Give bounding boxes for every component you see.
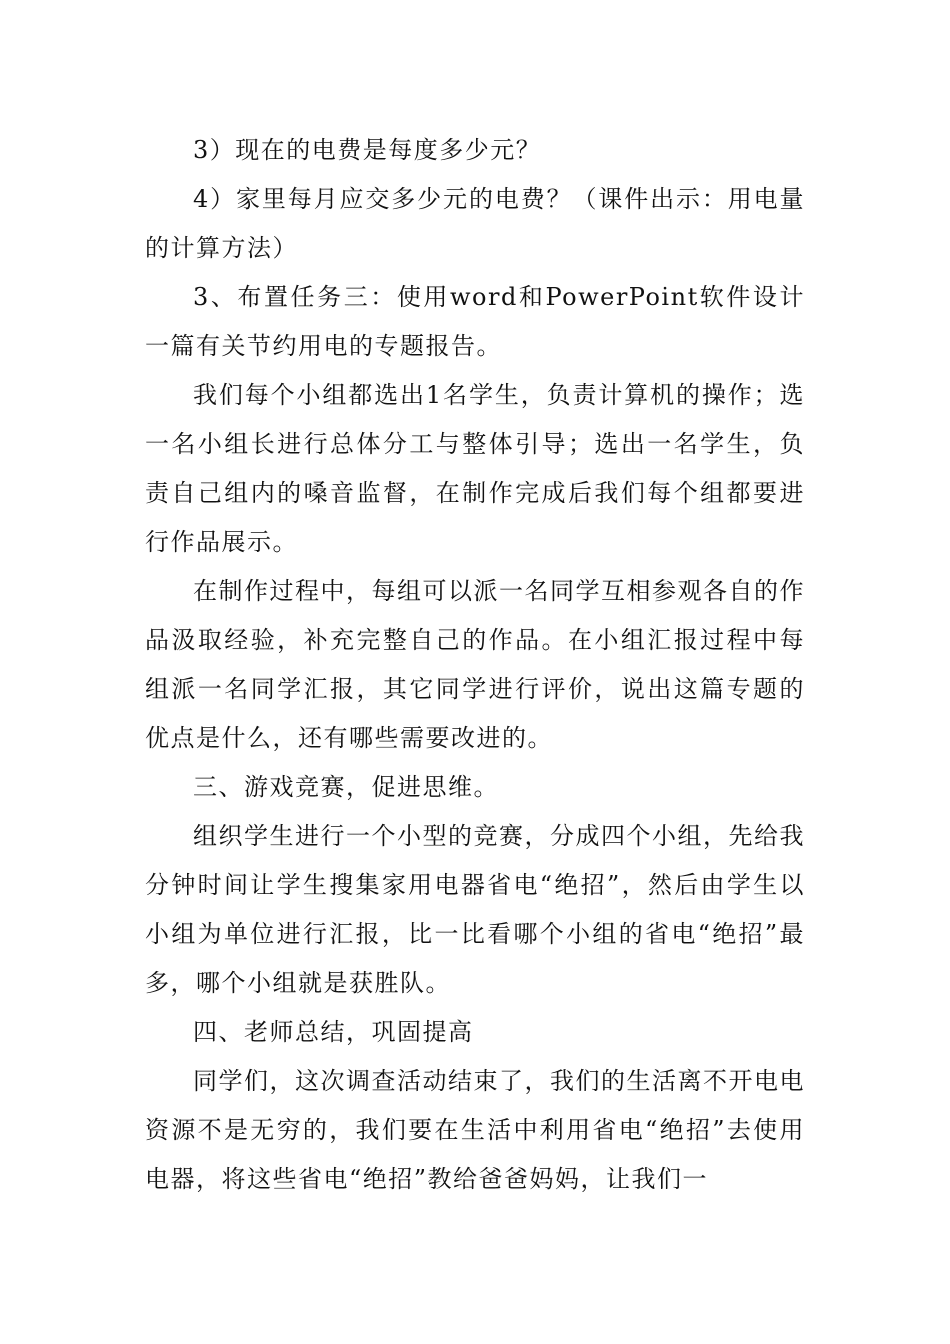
- section-heading-3: 三、游戏竞赛，促进思维。: [193, 773, 499, 801]
- document-body: [145, 126, 805, 1204]
- paragraph-2: 4）家里每月应交多少元的电费？（课件出示：用电量的计算方法）: [145, 185, 805, 262]
- paragraph-1: 3）现在的电费是每度多少元？: [193, 136, 542, 164]
- section-heading-4: 四、老师总结，巩固提高: [193, 1018, 474, 1046]
- paragraph-4: 我们每个小组都选出1名学生，负责计算机的操作；选一名小组长进行总体分工与整体引导；选出一名学生，负责自己组内的嗓音监督，在制作完成后我们每个组都要进行作品展示。: [145, 381, 805, 556]
- paragraph-5: 在制作过程中，每组可以派一名同学互相参观各自的作品汲取经验，补充完整自己的作品。在小组汇报过程中每组派一名同学汇报，其它同学进行评价，说出这篇专题的优点是什么，还有哪些需要改进的。: [145, 577, 805, 752]
- paragraph-6: 组织学生进行一个小型的竞赛，分成四个小组，先给我分钟时间让学生搜集家用电器省电“绝招”，然后由学生以小组为单位进行汇报，比一比看哪个小组的省电“绝招”最多，哪个小组就是获胜队。: [145, 822, 805, 997]
- paragraph-7: 同学们，这次调查活动结束了，我们的生活离不开电电资源不是无穷的，我们要在生活中利用省电“绝招”去使用电器，将这些省电“绝招”教给爸爸妈妈，让我们一: [145, 1067, 805, 1193]
- paragraph-3: 3、布置任务三：使用word和PowerPoint软件设计一篇有关节约用电的专题报告。: [145, 283, 805, 360]
